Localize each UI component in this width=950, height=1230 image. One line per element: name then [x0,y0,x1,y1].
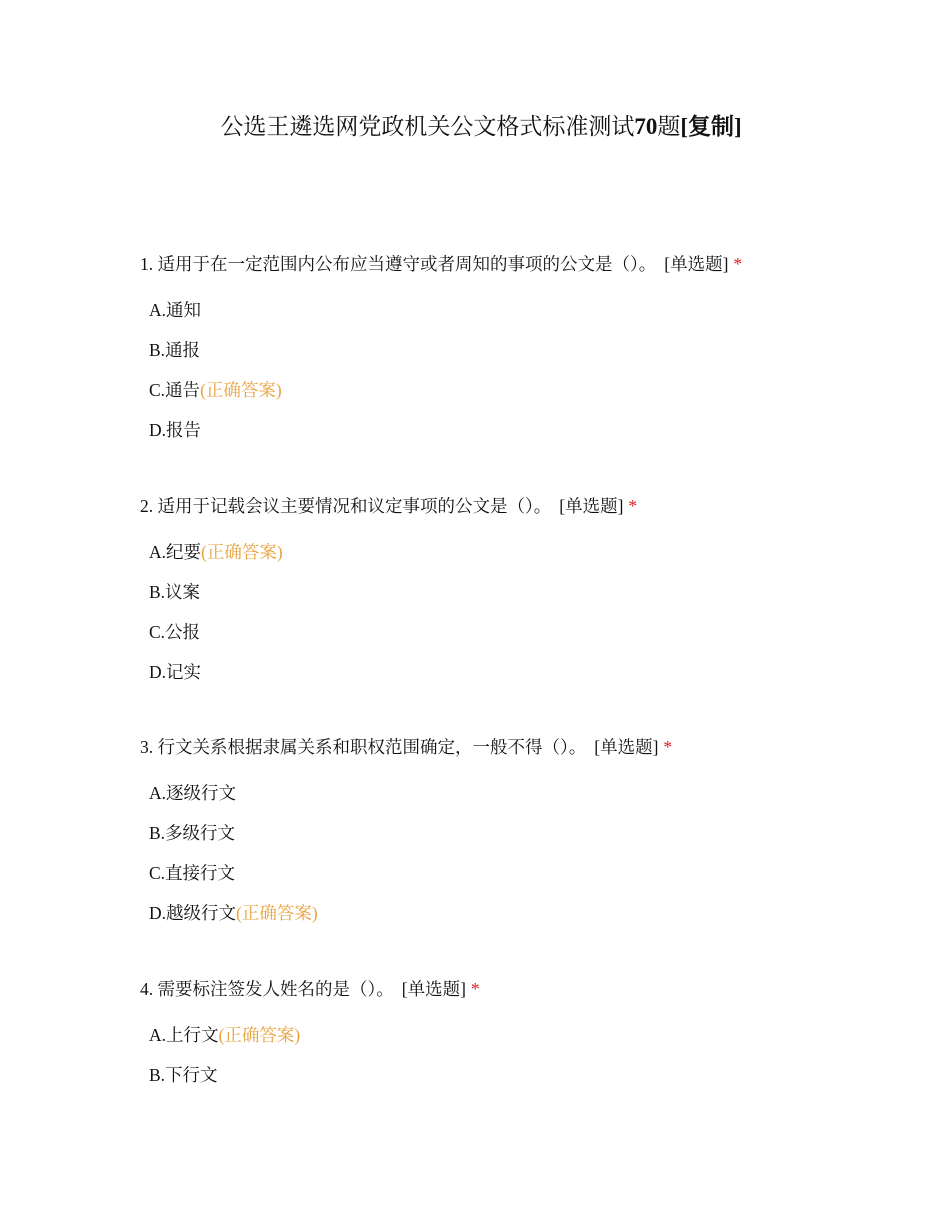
option-c [149,377,900,403]
question-number: 2. [140,496,154,516]
option-text: 上行文 [166,1025,219,1045]
option-text: 纪要 [166,542,202,562]
question-text: 行文关系根据隶属关系和职权范围确定，一般不得（）。 [157,737,587,757]
option-label: D. [149,903,167,923]
title-count: 70 [634,114,658,139]
question-number: 1. [140,254,154,274]
option-label: A. [149,542,167,562]
copy-tag: [复制] [680,114,742,139]
option-label: C. [149,863,166,883]
option-list [140,297,900,443]
option-label: C. [149,380,166,400]
question-number: 3. [140,737,154,757]
option-list [140,1022,900,1088]
question-text: 适用于记载会议主要情况和议定事项的公文是（）。 [157,496,552,516]
correct-answer-tag: (正确答案) [218,1025,301,1045]
option-text: 逐级行文 [166,783,237,803]
required-mark: * [733,254,743,274]
option-d [149,417,900,443]
question-type: [单选题] [401,979,466,999]
option-list [140,780,900,926]
option-label: A. [149,300,167,320]
title-prefix: 公选王遴选网党政机关公文格式标准测试 [220,114,635,139]
option-list [140,539,900,685]
option-text: 报告 [166,420,202,440]
correct-answer-tag: (正确答案) [201,542,283,562]
question-stem [140,251,900,277]
option-text: 议案 [165,582,201,602]
option-label: A. [149,783,167,803]
question-type: [单选题] [594,737,659,757]
option-text: 公报 [165,622,201,642]
required-mark: * [663,737,673,757]
option-label: A. [149,1025,167,1045]
option-a [149,539,900,565]
option-label: B. [149,1065,166,1085]
option-text: 多级行文 [165,823,236,843]
option-a [149,297,900,323]
option-d [149,659,900,685]
title-suffix: 题 [657,114,681,139]
option-label: D. [149,662,167,682]
option-text: 通告 [165,380,201,400]
option-label: B. [149,823,166,843]
option-label: B. [149,582,166,602]
option-b [149,1062,900,1088]
question-stem [140,734,900,760]
option-label: D. [149,420,167,440]
required-mark: * [470,979,480,999]
question-stem [140,976,900,1002]
question-1 [140,251,900,457]
option-text: 通知 [166,300,202,320]
question-stem [140,493,900,519]
option-label: B. [149,340,166,360]
page-title [0,110,950,144]
question-text: 适用于在一定范围内公布应当遵守或者周知的事项的公文是（）。 [157,254,657,274]
option-text: 下行文 [165,1065,218,1085]
question-number: 4. [140,979,154,999]
option-c [149,860,900,886]
option-b [149,337,900,363]
option-b [149,579,900,605]
option-a [149,780,900,806]
question-type: [单选题] [559,496,624,516]
correct-answer-tag: (正确答案) [200,380,282,400]
option-c [149,619,900,645]
option-label: C. [149,622,166,642]
option-text: 记实 [166,662,202,682]
option-text: 越级行文 [166,903,237,923]
correct-answer-tag: (正确答案) [236,903,318,923]
option-text: 通报 [165,340,201,360]
option-text: 直接行文 [165,863,236,883]
question-3 [140,734,900,940]
question-text: 需要标注签发人姓名的是（）。 [157,979,394,999]
option-a [149,1022,900,1048]
option-b [149,820,900,846]
option-d [149,900,900,926]
question-2 [140,493,900,699]
question-type: [单选题] [664,254,729,274]
question-4 [140,976,900,1102]
required-mark: * [628,496,638,516]
